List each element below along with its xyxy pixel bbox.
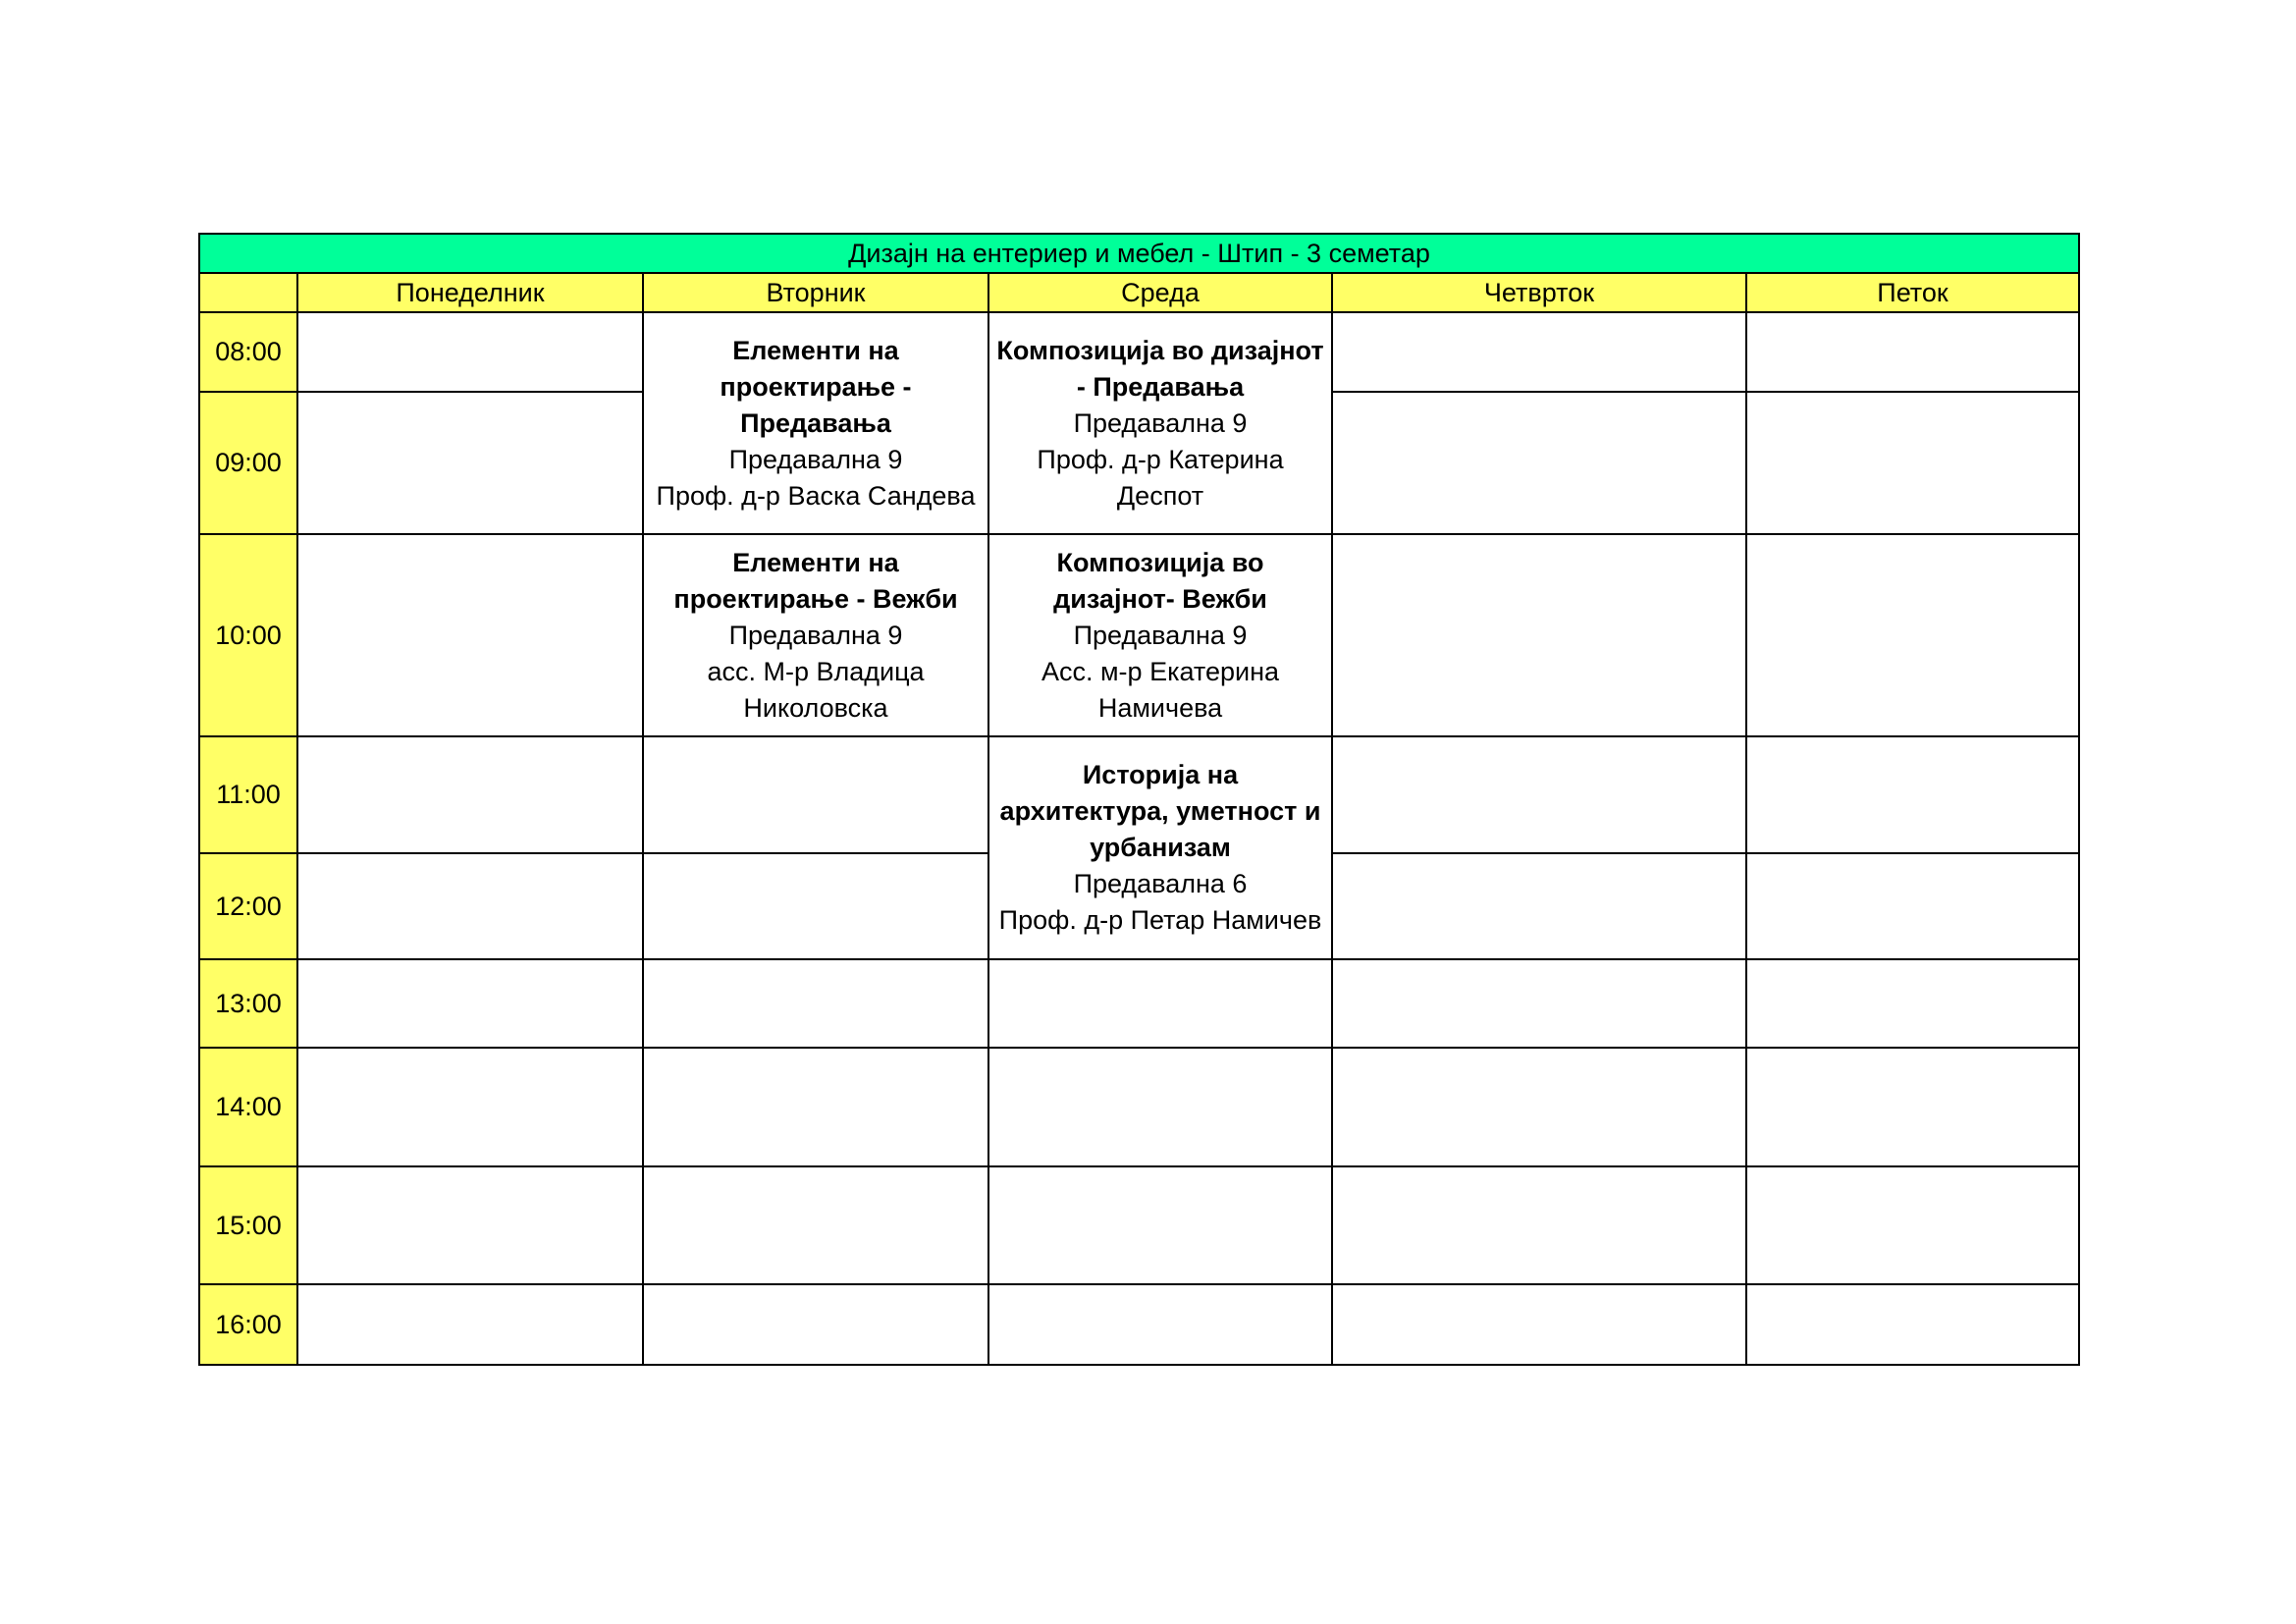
time-slot-1000: 10:00 [199, 534, 297, 736]
cell-friday-1000 [1746, 534, 2079, 736]
time-slot-1500: 15:00 [199, 1166, 297, 1284]
event-course: Композиција во дизајнот- Вежби [1053, 547, 1267, 614]
schedule-title: Дизајн на ентериер и мебел - Штип - 3 семетар [199, 234, 2079, 273]
cell-monday-1400 [297, 1048, 643, 1166]
day-header-monday: Понеделник [297, 273, 643, 312]
day-header-friday: Петок [1746, 273, 2079, 312]
cell-thursday-1400 [1332, 1048, 1746, 1166]
event-wednesday-1100 [988, 736, 1332, 959]
time-slot-1100: 11:00 [199, 736, 297, 853]
cell-friday-1400 [1746, 1048, 2079, 1166]
cell-monday-1500 [297, 1166, 643, 1284]
cell-friday-1600 [1746, 1284, 2079, 1365]
event-room: Предавална 6 [1073, 869, 1248, 898]
event-teacher: Проф. д-р Петар Намичев [998, 905, 1322, 935]
time-slot-0800: 08:00 [199, 312, 297, 392]
cell-monday-1000 [297, 534, 643, 736]
event-room: Предавална 9 [728, 620, 903, 650]
time-slot-0900: 09:00 [199, 392, 297, 534]
cell-thursday-0800 [1332, 312, 1746, 392]
cell-thursday-1300 [1332, 959, 1746, 1048]
time-slot-1600: 16:00 [199, 1284, 297, 1365]
event-course: Елементи на проектирање - Предавања [720, 335, 912, 438]
day-header-tuesday: Вторник [643, 273, 988, 312]
cell-friday-1200 [1746, 853, 2079, 959]
cell-wednesday-1600 [988, 1284, 1332, 1365]
cell-tuesday-1400 [643, 1048, 988, 1166]
event-room: Предавална 9 [1073, 407, 1248, 438]
cell-monday-1600 [297, 1284, 643, 1365]
event-teacher: асс. М-р Владица Николовска [707, 656, 925, 723]
event-room: Предавална 9 [1073, 620, 1248, 650]
cell-thursday-1600 [1332, 1284, 1746, 1365]
cell-monday-1200 [297, 853, 643, 959]
cell-friday-1500 [1746, 1166, 2079, 1284]
cell-wednesday-1400 [988, 1048, 1332, 1166]
time-slot-1300: 13:00 [199, 959, 297, 1048]
cell-tuesday-1500 [643, 1166, 988, 1284]
event-course: Композиција во дизајнот - Предавања [996, 335, 1324, 402]
cell-tuesday-1300 [643, 959, 988, 1048]
event-tuesday-0800 [643, 312, 988, 534]
time-header-corner [199, 273, 297, 312]
cell-tuesday-1200 [643, 853, 988, 959]
cell-tuesday-1600 [643, 1284, 988, 1365]
cell-thursday-1200 [1332, 853, 1746, 959]
cell-tuesday-1100 [643, 736, 988, 853]
event-room: Предавална 9 [728, 444, 903, 474]
cell-thursday-1000 [1332, 534, 1746, 736]
schedule-sheet [198, 233, 2078, 1366]
cell-wednesday-1300 [988, 959, 1332, 1048]
cell-friday-0900 [1746, 392, 2079, 534]
event-teacher: Асс. м-р Екатерина Намичева [1041, 656, 1280, 723]
cell-monday-0900 [297, 392, 643, 534]
cell-wednesday-1500 [988, 1166, 1332, 1284]
cell-friday-1100 [1746, 736, 2079, 853]
event-course: Историја на архитектура, уметност и урбанизам [999, 760, 1321, 862]
event-wednesday-1000 [988, 534, 1332, 736]
event-tuesday-1000 [643, 534, 988, 736]
cell-monday-1100 [297, 736, 643, 853]
event-wednesday-0800 [988, 312, 1332, 534]
day-header-thursday: Четврток [1332, 273, 1746, 312]
cell-thursday-1500 [1332, 1166, 1746, 1284]
cell-monday-0800 [297, 312, 643, 392]
time-slot-1200: 12:00 [199, 853, 297, 959]
cell-friday-0800 [1746, 312, 2079, 392]
time-slot-1400: 14:00 [199, 1048, 297, 1166]
cell-monday-1300 [297, 959, 643, 1048]
event-teacher: Проф. д-р Катерина Деспот [1037, 444, 1284, 511]
schedule-table [198, 233, 2080, 1366]
event-teacher: Проф. д-р Васка Сандева [656, 480, 976, 511]
cell-friday-1300 [1746, 959, 2079, 1048]
event-course: Елементи на проектирање - Вежби [673, 547, 958, 614]
day-header-wednesday: Среда [988, 273, 1332, 312]
cell-thursday-1100 [1332, 736, 1746, 853]
cell-thursday-0900 [1332, 392, 1746, 534]
